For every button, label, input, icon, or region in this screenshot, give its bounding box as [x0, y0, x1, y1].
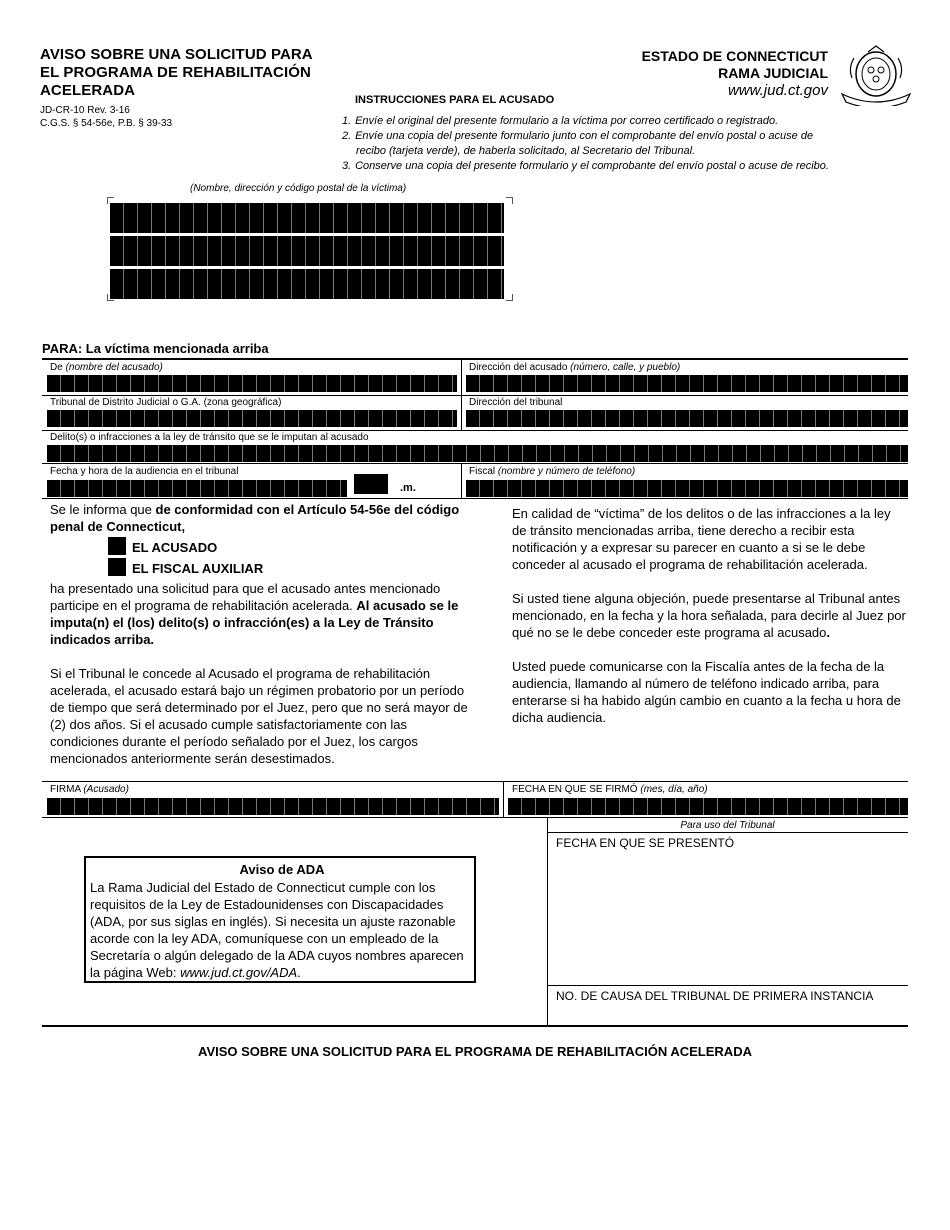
hearing-date-field[interactable]: [47, 480, 347, 497]
am-pm-suffix: .m.: [400, 482, 416, 494]
rule: [42, 358, 908, 360]
notice-paragraph: Se le informa que de conformidad con el Artículo 54-56e del código penal de Connecticut,: [50, 502, 460, 534]
hearing-ampm-field[interactable]: [354, 474, 388, 494]
date-presented-label: FECHA EN QUE SE PRESENTÓ: [556, 836, 735, 850]
website: www.jud.ct.gov: [727, 82, 828, 99]
offenses-label: Delito(s) o infracciones a la ley de tránsito que se le imputan al acusado: [50, 432, 369, 443]
rule: [547, 817, 548, 1025]
checkbox-icon[interactable]: [108, 537, 126, 555]
branch-name: RAMA JUDICIAL: [718, 65, 828, 81]
state-name: ESTADO DE CONNECTICUT: [641, 48, 828, 64]
instruction-item: 3. Conserve una copia del presente formulario y el comprobante del envío postal o acuse de recibo.: [342, 160, 829, 172]
victim-address-redacted[interactable]: [110, 236, 504, 266]
ada-body: La Rama Judicial del Estado de Connecticut cumple con los requisitos de la Ley de Estadounidenses con Discapacidades (ADA, por sus siglas en inglés). Si necesita un ajuste razonable acorde con la ley ADA, comuníquese con un empleado de la Secretaría o algún delegado de la ADA cuyos nombres aparecen la página Web: www.jud.ct.gov/ADA.: [90, 880, 464, 980]
ada-notice: [84, 856, 476, 983]
corner-mark: [506, 197, 513, 204]
rule: [461, 463, 462, 498]
footer-title: AVISO SOBRE UNA SOLICITUD PARA EL PROGRAMA DE REHABILITACIÓN ACELERADA: [198, 1044, 752, 1059]
form-title-line: AVISO SOBRE UNA SOLICITUD PARA: [40, 46, 313, 63]
rule: [547, 832, 908, 833]
form-title: [40, 46, 313, 100]
instruction-item-continued: recibo (tarjeta verde), de haberla solicitado, al Secretario del Tribunal.: [356, 145, 696, 157]
docket-number-label: NO. DE CAUSA DEL TRIBUNAL DE PRIMERA INSTANCIA: [556, 989, 874, 1003]
rule: [42, 463, 908, 464]
objection-paragraph: Si usted tiene alguna objeción, puede presentarse al Tribunal antes mencionado, en la fecha y la hora señalada, para decirle al Juez por qué no se le debe conceder este programa al acusado.: [512, 591, 906, 640]
checkbox-option[interactable]: EL ACUSADO: [50, 537, 476, 556]
instruction-item: 1. Envíe el original del presente formulario a la víctima por correo certificado o registrado.: [342, 115, 779, 127]
signed-date-label: FECHA EN QUE SE FIRMÓ (mes, día, año): [512, 784, 708, 795]
defendant-name-field[interactable]: [47, 375, 457, 392]
prosecutor-label: Fiscal (nombre y número de teléfono): [469, 466, 636, 477]
para-heading: PARA: La víctima mencionada arriba: [42, 341, 269, 356]
victim-zip-redacted[interactable]: [110, 269, 504, 299]
court-label: Tribunal de Distrito Judicial o G.A. (zona geográfica): [50, 397, 282, 408]
ada-link[interactable]: www.jud.ct.gov/ADA: [180, 965, 298, 980]
prosecutor-field[interactable]: [466, 480, 908, 497]
rule: [42, 430, 908, 431]
form-number: JD-CR-10 Rev. 3-16: [40, 105, 130, 116]
instructions-list: [342, 114, 912, 174]
victim-address-caption: (Nombre, dirección y código postal de la víctima): [190, 183, 407, 194]
ada-heading: Aviso de ADA: [239, 862, 325, 877]
rule: [547, 985, 908, 986]
right-column-text: [512, 505, 908, 726]
victim-rights-paragraph: En calidad de “víctima” de los delitos o de las infracciones a la ley de tránsito mencionadas arriba, tiene derecho a recibir esta notificación y a expresar su parecer en cuanto a si se le debe conceder al acusado el programa de rehabilitación acelerada.: [512, 506, 891, 572]
court-address-label: Dirección del tribunal: [469, 397, 563, 408]
checkbox-icon[interactable]: [108, 558, 126, 576]
statute-references: C.G.S. § 54-56e, P.B. § 39-33: [40, 118, 173, 129]
probation-paragraph: Si el Tribunal le concede al Acusado el programa de rehabilitación acelerada, el acusado estará bajo un régimen probatorio por un período de tiempo que será determinado por el Juez, pero que no será mayor de (2) dos años. Si el acusado cumple satisfactoriamente con las condiciones durante el período señalado por el Juez, los cargos mencionados anteriormente serán desestimados.: [50, 666, 468, 766]
form-title-line: ACELERADA: [40, 82, 136, 99]
corner-mark: [506, 294, 513, 301]
defendant-address-field[interactable]: [466, 375, 908, 392]
left-column-text: [50, 501, 476, 767]
state-block: [642, 48, 828, 99]
rule: [42, 1025, 908, 1027]
form-number-block: [40, 104, 172, 130]
rule: [42, 817, 908, 818]
rule: [42, 781, 908, 782]
instruction-item: 2. Envíe una copia del presente formulario junto con el comprobante del envío postal o acuse de: [342, 130, 814, 142]
rule: [461, 395, 462, 430]
contact-paragraph: Usted puede comunicarse con la Fiscalía antes de la fecha de la audiencia, llamando al número de teléfono indicado arriba, para enterarse si ha habido algún cambio en cuanto a la fecha u hora de dicha audiencia.: [512, 659, 901, 725]
signature-field[interactable]: [47, 798, 499, 815]
rule: [42, 395, 908, 396]
hearing-label: Fecha y hora de la audiencia en el tribunal: [50, 466, 239, 477]
court-address-field[interactable]: [466, 410, 908, 427]
offenses-field[interactable]: [47, 445, 908, 462]
rule: [461, 359, 462, 395]
application-paragraph: ha presentado una solicitud para que el acusado antes mencionado participe en el programa de rehabilitación acelerada. Al acusado se le imputa(n) el (los) delito(s) o infracción(es) a la Ley de Tránsito indicados arriba.: [50, 581, 459, 647]
court-use-caption: Para uso del Tribunal: [680, 820, 775, 831]
court-field[interactable]: [47, 410, 457, 427]
rule: [42, 498, 908, 499]
from-label: De (nombre del acusado): [50, 362, 163, 373]
checkbox-option[interactable]: EL FISCAL AUXILIAR: [50, 558, 476, 577]
signed-date-field[interactable]: [508, 798, 908, 815]
form-title-line: EL PROGRAMA DE REHABILITACIÓN: [40, 64, 311, 81]
rule: [503, 781, 504, 817]
signature-label: FIRMA (Acusado): [50, 784, 129, 795]
defendant-address-label: Dirección del acusado (número, calle, y pueblo): [469, 362, 681, 373]
instructions-heading: INSTRUCCIONES PARA EL ACUSADO: [355, 94, 555, 106]
victim-name-redacted[interactable]: [110, 203, 504, 233]
state-seal-icon: [840, 44, 912, 106]
